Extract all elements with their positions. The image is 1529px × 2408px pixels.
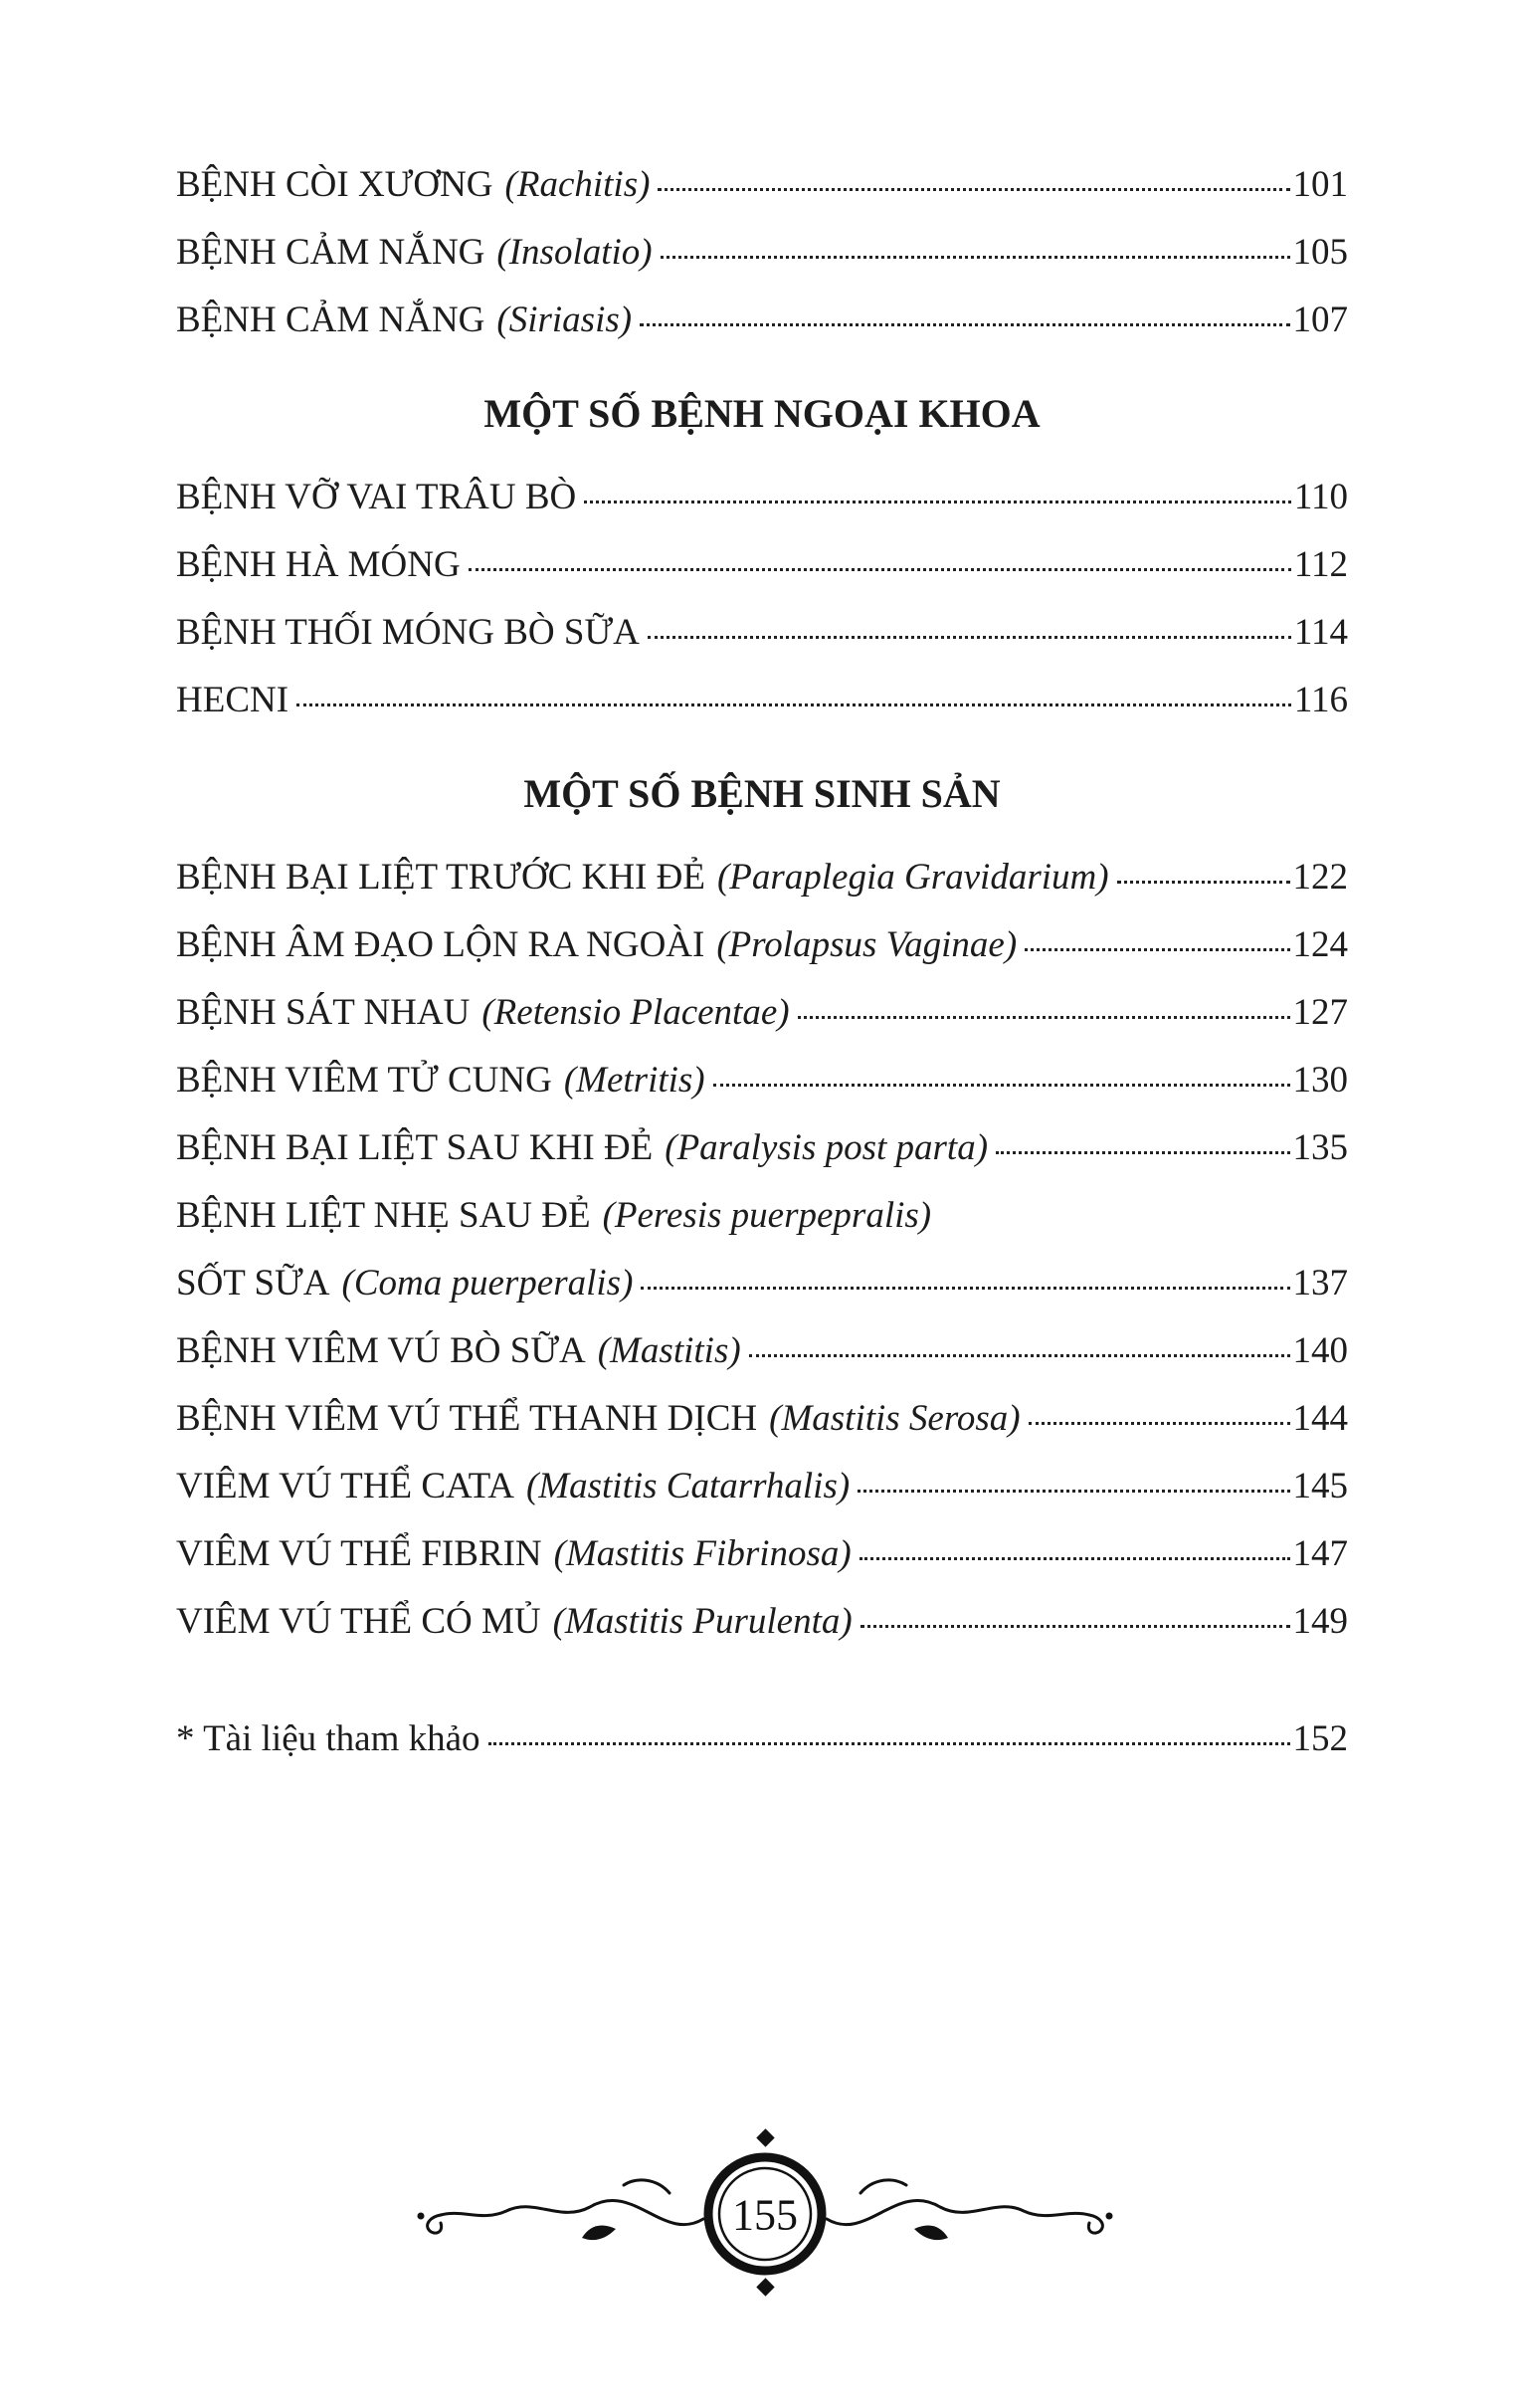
entry-page: 149: [1292, 1601, 1348, 1642]
entry-latin: (Mastitis Catarrhalis): [525, 1466, 851, 1506]
toc-entry-row: [176, 1588, 1348, 1656]
dot-leader: [1029, 1422, 1290, 1425]
dot-leader: [296, 703, 1291, 706]
toc-entry-row: [176, 599, 1348, 667]
entry-page: 105: [1292, 232, 1348, 273]
entry-title: HECNI: [176, 680, 289, 720]
entry-latin: (Insolatio): [496, 232, 653, 273]
entry-page: 135: [1292, 1127, 1348, 1168]
flourish-left: [417, 2180, 703, 2240]
entry-title: BỆNH VỠ VAI TRÂU BÒ: [176, 477, 577, 517]
entry-title: VIÊM VÚ THỂ FIBRIN: [176, 1533, 542, 1574]
page-number: 155: [731, 2190, 798, 2240]
dot-leader: [798, 1016, 1290, 1019]
entry-latin: (Prolapsus Vaginae): [716, 924, 1018, 965]
dot-leader: [661, 256, 1290, 259]
dot-leader: [858, 1490, 1289, 1493]
entry-title: BỆNH HÀ MÓNG: [176, 544, 461, 585]
toc-entry-row: [176, 979, 1348, 1047]
entry-page: 114: [1293, 612, 1348, 653]
dot-leader: [860, 1557, 1290, 1560]
entry-page: 122: [1292, 857, 1348, 898]
toc-entry-row: [176, 287, 1348, 354]
toc-entry-row: [176, 911, 1348, 979]
entry-latin: (Paralysis post parta): [665, 1127, 989, 1168]
dot-leader: [640, 323, 1289, 326]
entry-latin: (Rachitis): [504, 164, 651, 205]
entry-page: 152: [1292, 1718, 1348, 1759]
entry-page: 144: [1292, 1398, 1348, 1439]
toc-entry-row: [176, 219, 1348, 287]
reference-entry-row: [176, 1706, 1348, 1773]
entry-latin: (Mastitis Serosa): [769, 1398, 1021, 1439]
entry-latin: (Mastitis Purulenta): [552, 1601, 853, 1642]
toc-entry-row: [176, 531, 1348, 599]
entry-latin: (Metritis): [563, 1060, 705, 1101]
toc-entry-row: [176, 464, 1348, 531]
entry-title: BỆNH VIÊM VÚ BÒ SỮA: [176, 1330, 586, 1371]
toc-entry-row: [176, 1182, 1348, 1250]
dot-leader: [584, 501, 1291, 503]
ornament-diamond-bottom: [756, 2278, 774, 2296]
toc-entry-row: [176, 1520, 1348, 1588]
toc-entry-row: [176, 1385, 1348, 1453]
entry-title: VIÊM VÚ THỂ CATA: [176, 1466, 514, 1506]
entry-page: 145: [1292, 1466, 1348, 1506]
toc-entry-row: [176, 844, 1348, 911]
entry-page: 112: [1293, 544, 1348, 585]
toc-entry-row: [176, 1317, 1348, 1385]
dot-leader: [641, 1287, 1289, 1290]
entry-latin: (Siriasis): [496, 300, 633, 340]
entry-page: 130: [1292, 1060, 1348, 1101]
entry-latin: (Mastitis): [597, 1330, 741, 1371]
entry-title: BỆNH SÁT NHAU: [176, 992, 471, 1033]
dot-leader: [1117, 881, 1290, 884]
dot-leader: [996, 1151, 1289, 1154]
toc-entry-row: [176, 1114, 1348, 1182]
dot-leader: [749, 1354, 1290, 1357]
entry-title: * Tài liệu tham khảo: [176, 1718, 480, 1759]
dot-leader: [713, 1084, 1290, 1087]
entry-title: SỐT SỮA: [176, 1263, 330, 1304]
entry-title: BỆNH BẠI LIỆT SAU KHI ĐẺ: [176, 1127, 654, 1168]
toc-entry-row: [176, 1250, 1348, 1317]
flourish-right: [827, 2180, 1113, 2240]
entry-title: BỆNH CÒI XƯƠNG: [176, 164, 493, 205]
entry-page: 110: [1293, 477, 1348, 517]
entry-title: VIÊM VÚ THỂ CÓ MỦ: [176, 1601, 541, 1642]
ornament-graphic: [357, 2119, 1173, 2308]
ornament-diamond-top: [756, 2128, 774, 2146]
dot-leader: [648, 636, 1291, 639]
entry-page: 101: [1292, 164, 1348, 205]
entry-title: BỆNH VIÊM TỬ CUNG: [176, 1060, 552, 1101]
entry-latin: (Retensio Placentae): [481, 992, 790, 1033]
entry-page: 116: [1293, 680, 1348, 720]
dot-leader: [1025, 948, 1289, 951]
entry-title: BỆNH BẠI LIỆT TRƯỚC KHI ĐẺ: [176, 857, 705, 898]
section-heading: MỘT SỐ BỆNH SINH SẢN: [523, 771, 1001, 816]
toc-entry-row: [176, 151, 1348, 219]
entry-title: BỆNH VIÊM VÚ THỂ THANH DỊCH: [176, 1398, 758, 1439]
entry-page: 127: [1292, 992, 1348, 1033]
entry-latin: (Mastitis Fibrinosa): [553, 1533, 852, 1574]
entry-latin: (Paraplegia Gravidarium): [716, 857, 1109, 898]
entry-title: BỆNH LIỆT NHẸ SAU ĐẺ: [176, 1195, 591, 1236]
entry-page: 124: [1292, 924, 1348, 965]
entry-page: 107: [1292, 300, 1348, 340]
entry-latin: (Peresis puerpepralis): [602, 1195, 932, 1236]
section-heading: MỘT SỐ BỆNH NGOẠI KHOA: [483, 391, 1041, 436]
entry-title: BỆNH CẢM NẮNG: [176, 232, 485, 273]
toc-entry-row: [176, 1047, 1348, 1114]
entry-title: BỆNH CẢM NẮNG: [176, 300, 485, 340]
dot-leader: [658, 188, 1289, 191]
entry-page: 147: [1292, 1533, 1348, 1574]
toc-entry-row: [176, 667, 1348, 734]
entry-page: 140: [1292, 1330, 1348, 1371]
dot-leader: [469, 568, 1291, 571]
entry-title: BỆNH ÂM ĐẠO LỘN RA NGOÀI: [176, 924, 705, 965]
dot-leader: [488, 1742, 1290, 1745]
page-footer-ornament: [0, 2119, 1529, 2308]
table-of-contents: [176, 151, 1348, 1773]
toc-entry-row: [176, 1453, 1348, 1520]
dot-leader: [860, 1625, 1290, 1628]
entry-title: BỆNH THỐI MÓNG BÒ SỮA: [176, 612, 640, 653]
entry-latin: (Coma puerperalis): [341, 1263, 634, 1304]
entry-page: 137: [1292, 1263, 1348, 1304]
